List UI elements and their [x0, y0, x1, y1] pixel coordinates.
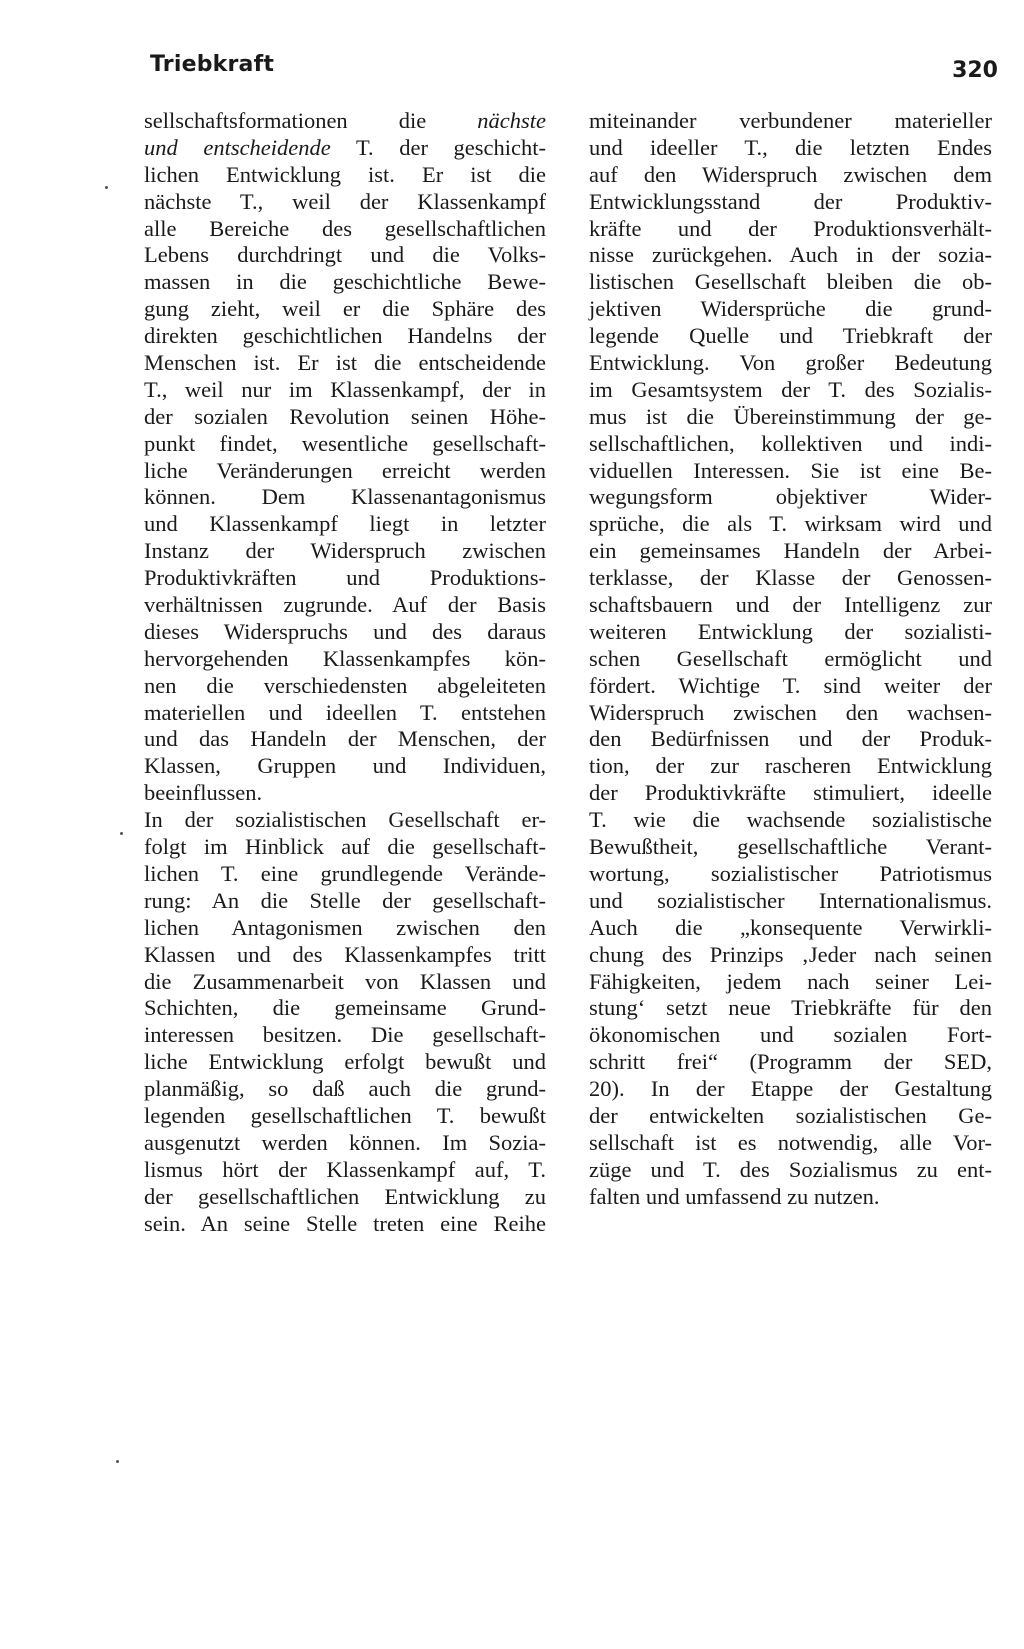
text-line: nächste T., weil der Klassenkampf [144, 188, 546, 214]
text-line: sein. An seine Stelle treten eine Reihe [144, 1210, 546, 1236]
text-line: rung: An die Stelle der gesellschaft- [144, 887, 546, 913]
text-line: wegungsform objektiver Wider- [589, 484, 992, 510]
text-line: beeinflussen. [144, 780, 263, 806]
text-line: schritt frei“ (Programm der SED, [589, 1049, 992, 1075]
text-line: Menschen ist. Er ist die entscheidende [144, 350, 546, 376]
text-line: dieses Widerspruchs und des daraus [144, 618, 546, 644]
text-run: sellschaftsformationen die [144, 108, 478, 133]
text-line: massen in die geschichtliche Bewe- [144, 269, 546, 295]
text-line: lichen Entwicklung ist. Er ist die [144, 161, 546, 187]
text-line: jektiven Widersprüche die grund- [589, 296, 992, 322]
text-run: T. der geschicht- [330, 134, 546, 160]
text-line: In der sozialistischen Gesellschaft er- [144, 807, 546, 833]
text-line: Schichten, die gemeinsame Grund- [144, 995, 546, 1021]
text-line: ein gemeinsames Handeln der Arbei- [589, 538, 992, 564]
scan-speck [105, 186, 108, 189]
text-line: den Bedürfnissen und der Produk- [589, 726, 992, 752]
emphasized-text: und entscheidende [144, 134, 331, 160]
emphasized-text: nächste [477, 108, 546, 133]
text-line: verhältnissen zugrunde. Auf der Basis [144, 592, 546, 618]
text-line: miteinander verbundener materieller [589, 108, 992, 133]
text-line: alle Bereiche des gesellschaftlichen [144, 215, 546, 241]
text-line: stung‘ setzt neue Triebkräfte für den [589, 995, 992, 1021]
text-line: weiteren Entwicklung der sozialisti- [589, 618, 992, 644]
text-line: fördert. Wichtige T. sind weiter der [589, 672, 992, 698]
text-line: lismus hört der Klassenkampf auf, T. [144, 1156, 546, 1182]
scan-speck [116, 1460, 119, 1463]
text-line: liche Entwicklung erfolgt bewußt und [144, 1049, 546, 1075]
text-line: und ideeller T., die letzten Endes [589, 134, 992, 160]
text-line: T., weil nur im Klassenkampf, der in [144, 376, 546, 402]
text-line: schaftsbauern und der Intelligenz zur [589, 592, 992, 618]
text-line: viduellen Interessen. Sie ist eine Be- [589, 457, 992, 483]
text-line: und Klassenkampf liegt in letzter [144, 511, 546, 537]
text-line: Klassen, Gruppen und Individuen, [144, 753, 546, 779]
text-line: sellschaftlichen, kollektiven und indi- [589, 430, 992, 456]
text-line: der Produktivkräfte stimuliert, ideelle [589, 780, 992, 806]
text-line: 20). In der Etappe der Gestaltung [589, 1076, 992, 1102]
text-line: im Gesamtsystem der T. des Sozialis- [589, 376, 992, 402]
text-line: lichen T. eine grundlegende Verände- [144, 860, 546, 886]
right-text-column [589, 108, 992, 1211]
text-line: falten und umfassend zu nutzen. [589, 1183, 880, 1209]
text-line: chung des Prinzips ‚Jeder nach seinen [589, 941, 992, 967]
text-line [144, 135, 546, 162]
running-head: Triebkraft [150, 52, 275, 77]
text-line: gung zieht, weil er die Sphäre des [144, 296, 546, 322]
text-line: interessen besitzen. Die gesellschaft- [144, 1022, 546, 1048]
text-line: sellschaft ist es notwendig, alle Vor- [589, 1129, 992, 1155]
text-line [144, 108, 546, 135]
text-line: Auch die „konsequente Verwirkli- [589, 914, 992, 940]
text-line: die Zusammenarbeit von Klassen und [144, 968, 546, 994]
text-line: Bewußtheit, gesellschaftliche Verant- [589, 834, 992, 860]
text-line: terklasse, der Klasse der Genossen- [589, 565, 992, 591]
text-line: listischen Gesellschaft bleiben die ob- [589, 269, 992, 295]
text-line: hervorgehenden Klassenkampfes kön- [144, 645, 546, 671]
text-line: T. wie die wachsende sozialistische [589, 807, 992, 833]
text-line: punkt findet, wesentliche gesellschaft- [144, 430, 546, 456]
text-line: Produktivkräften und Produktions- [144, 565, 546, 591]
text-line: nen die verschiedensten abgeleiteten [144, 672, 546, 698]
text-line: legenden gesellschaftlichen T. bewußt [144, 1102, 546, 1128]
text-line: der sozialen Revolution seinen Höhe- [144, 403, 546, 429]
text-line: materiellen und ideellen T. entstehen [144, 699, 546, 725]
text-line: ausgenutzt werden können. Im Sozia- [144, 1129, 546, 1155]
text-line: Instanz der Widerspruch zwischen [144, 538, 546, 564]
text-line: schen Gesellschaft ermöglicht und [589, 645, 992, 671]
text-line: Entwicklungsstand der Produktiv- [589, 188, 992, 214]
text-line: planmäßig, so daß auch die grund- [144, 1076, 546, 1102]
text-line: tion, der zur rascheren Entwicklung [589, 753, 992, 779]
text-line: nisse zurückgehen. Auch in der sozia- [589, 242, 992, 268]
text-line: auf den Widerspruch zwischen dem [589, 161, 992, 187]
text-line: wortung, sozialistischer Patriotismus [589, 860, 992, 886]
text-line: und sozialistischer Internationalismus. [589, 887, 992, 913]
text-line: lichen Antagonismen zwischen den [144, 914, 546, 940]
text-line: können. Dem Klassenantagonismus [144, 484, 546, 510]
text-line: liche Veränderungen erreicht werden [144, 457, 546, 483]
text-line: Klassen und des Klassenkampfes tritt [144, 941, 546, 967]
text-line: sprüche, die als T. wirksam wird und [589, 511, 992, 537]
text-line: legende Quelle und Triebkraft der [589, 323, 992, 349]
text-line: der gesellschaftlichen Entwicklung zu [144, 1183, 546, 1209]
text-line: mus ist die Übereinstimmung der ge- [589, 403, 992, 429]
text-line: Lebens durchdringt und die Volks- [144, 242, 546, 268]
text-line: direkten geschichtlichen Handelns der [144, 323, 546, 349]
text-line: Entwicklung. Von großer Bedeutung [589, 350, 992, 376]
page-number: 320 [952, 58, 998, 83]
text-line: und das Handeln der Menschen, der [144, 726, 546, 752]
text-line: folgt im Hinblick auf die gesellschaft- [144, 834, 546, 860]
scan-speck [120, 832, 123, 835]
left-text-column [144, 108, 546, 1237]
text-line: ökonomischen und sozialen Fort- [589, 1022, 992, 1048]
text-line: Fähigkeiten, jedem nach seiner Lei- [589, 968, 992, 994]
text-line: Widerspruch zwischen den wachsen- [589, 699, 992, 725]
text-line: kräfte und der Produktionsverhält- [589, 215, 992, 241]
text-line: der entwickelten sozialistischen Ge- [589, 1102, 992, 1128]
text-line: züge und T. des Sozialismus zu ent- [589, 1156, 992, 1182]
